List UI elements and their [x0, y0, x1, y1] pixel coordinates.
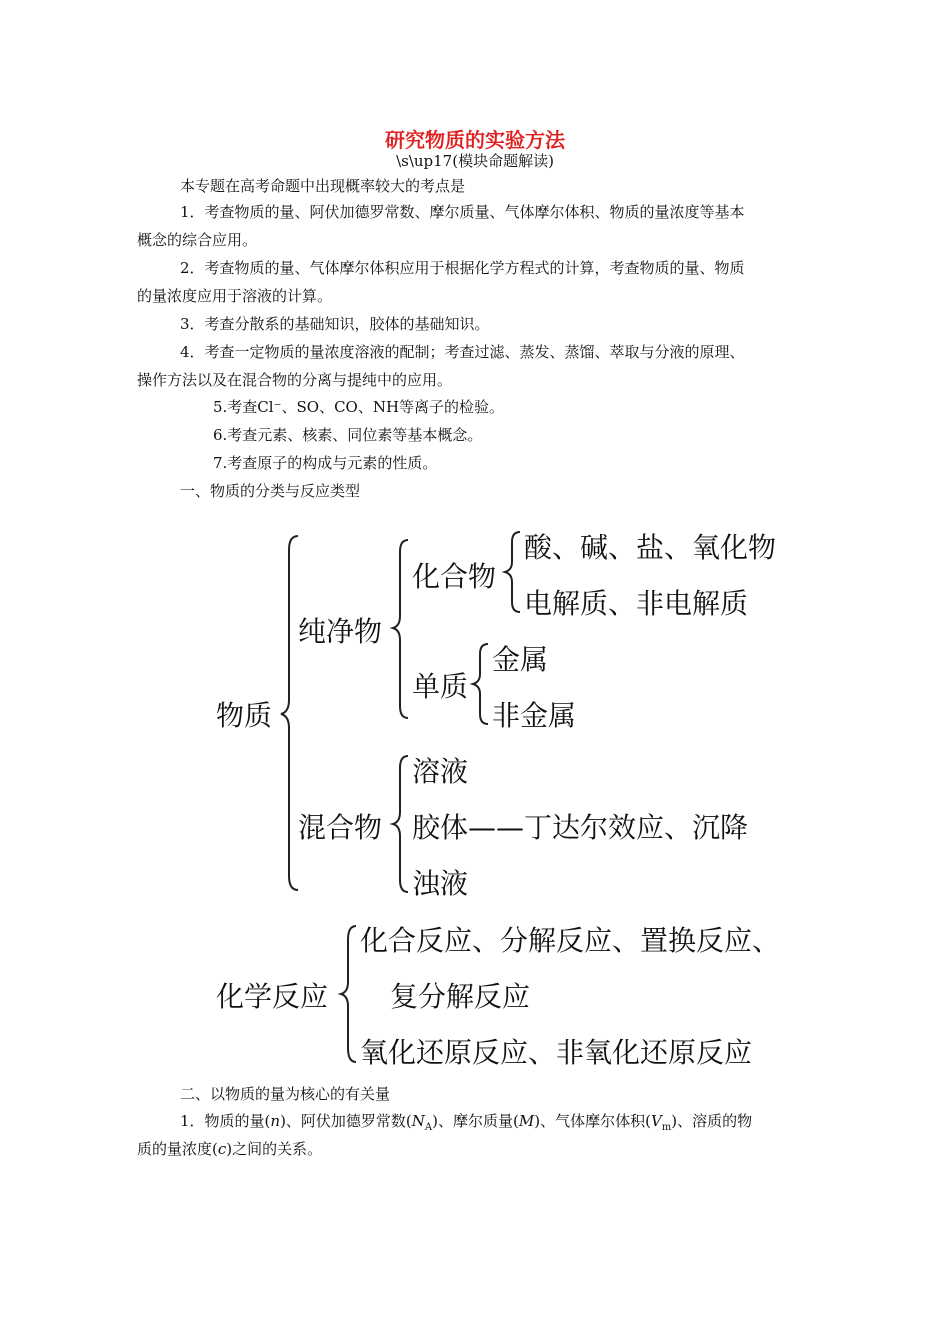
node-suspension: 浊液	[412, 867, 469, 900]
node-colloid: 胶体——丁达尔效应、沉降	[412, 811, 749, 844]
relation-text-g: )之间的关系。	[226, 1140, 323, 1158]
bracket-compound	[505, 532, 520, 612]
intro-text: 本专题在高考命题中出现概率较大的考点是	[180, 177, 466, 195]
section-2-heading: 二、以物质的量为核心的有关量	[180, 1085, 391, 1103]
node-matter: 物质	[216, 699, 273, 732]
point-3: 3．考查分散系的基础知识，胶体的基础知识。	[180, 315, 490, 333]
relation-text-f: 质的量浓度(	[137, 1140, 218, 1158]
bracket-element	[473, 644, 488, 724]
symbol-na: N	[411, 1112, 425, 1130]
node-mixture: 混合物	[298, 811, 383, 844]
relation-text-d: )、气体摩尔体积(	[534, 1112, 651, 1130]
symbol-m: M	[518, 1112, 535, 1130]
node-reaction-types-2: 复分解反应	[390, 980, 531, 1013]
node-element-substance: 单质	[412, 670, 469, 703]
symbol-vm: V	[650, 1112, 662, 1130]
node-nonmetal: 非金属	[492, 699, 577, 732]
page-title: 研究物质的实验方法	[385, 128, 565, 152]
bracket-root	[281, 536, 298, 890]
symbol-vm-sub: m	[661, 1122, 672, 1133]
symbol-na-sub: A	[424, 1122, 433, 1133]
symbol-c: c	[217, 1140, 227, 1158]
point-2-line-2: 的量浓度应用于溶液的计算。	[137, 287, 333, 305]
point-4-line-1: 4．考查一定物质的量浓度溶液的配制；考查过滤、蒸发、蒸馏、萃取与分液的原理、	[180, 343, 745, 361]
point-1-line-1: 1．考查物质的量、阿伏加德罗常数、摩尔质量、气体摩尔体积、物质的量浓度等基本	[180, 203, 745, 221]
node-compound: 化合物	[412, 560, 497, 593]
node-reaction-types-1: 化合反应、分解反应、置换反应、	[360, 924, 781, 957]
bracket-mixture	[393, 756, 408, 892]
symbol-n: n	[270, 1112, 281, 1130]
relation-line-2	[137, 1135, 322, 1163]
relation-text-c: )、摩尔质量(	[432, 1112, 519, 1130]
bracket-pure	[393, 540, 408, 718]
section-1-heading: 一、物质的分类与反应类型	[180, 482, 361, 500]
relation-text-e: )、溶质的物	[671, 1112, 753, 1130]
node-pure-substance: 纯净物	[298, 615, 383, 648]
point-1-line-2: 概念的综合应用。	[137, 231, 258, 249]
point-6: 6.考查元素、核素、同位素等基本概念。	[213, 426, 483, 444]
point-7: 7.考查原子的构成与元素的性质。	[213, 454, 438, 472]
node-metal: 金属	[492, 643, 549, 676]
node-solution: 溶液	[412, 755, 469, 788]
point-2-line-1: 2．考查物质的量、气体摩尔体积应用于根据化学方程式的计算，考查物质的量、物质	[180, 259, 745, 277]
node-chemical-reaction: 化学反应	[216, 980, 329, 1013]
relation-text-a: 1．物质的量(	[180, 1112, 271, 1130]
point-4-line-2: 操作方法以及在混合物的分离与提纯中的应用。	[137, 371, 453, 389]
node-acid-base-salt-oxide: 酸、碱、盐、氧化物	[524, 531, 777, 564]
subtitle: \s\up17(模块命题解读)	[396, 152, 554, 170]
relation-text-b: )、阿伏加德罗常数(	[280, 1112, 412, 1130]
node-redox-types: 氧化还原反应、非氧化还原反应	[360, 1036, 753, 1069]
bracket-reaction	[341, 926, 356, 1062]
point-5: 5.考查Cl⁻、SO、CO、NH等离子的检验。	[213, 398, 505, 416]
node-electrolyte: 电解质、非电解质	[524, 587, 749, 620]
